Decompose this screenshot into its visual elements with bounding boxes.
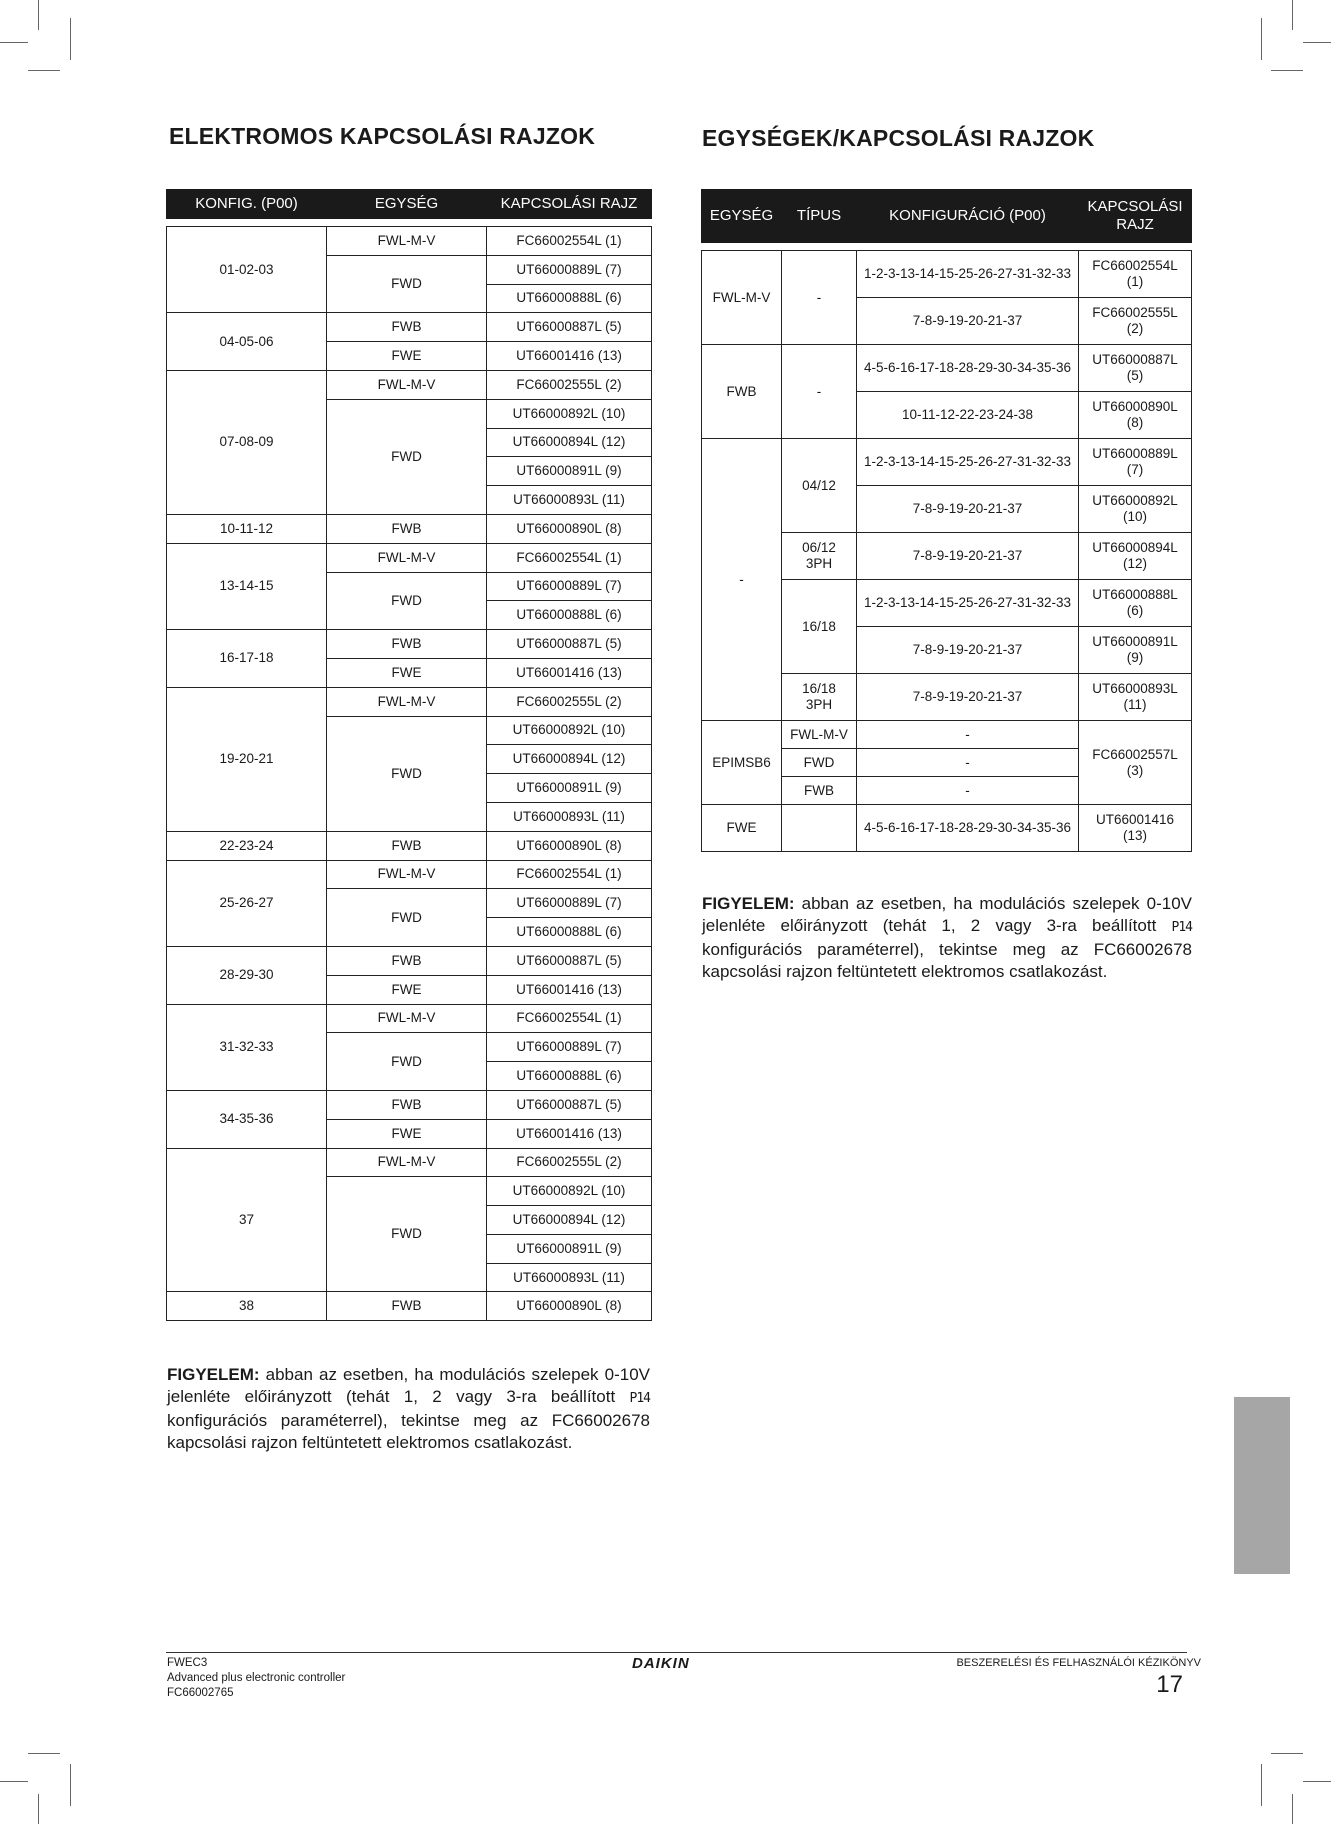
drawing-cell: FC66002555L (2): [487, 1148, 652, 1177]
unit-cell: FWB: [327, 831, 487, 860]
config-cell: 7-8-9-19-20-21-37: [857, 674, 1079, 721]
side-tab: [1234, 1397, 1290, 1574]
type-cell: 04/12: [782, 439, 857, 533]
drawing-cell: FC66002555L (2): [1079, 298, 1192, 345]
type-cell: FWB: [782, 777, 857, 805]
drawing-cell: UT66001416 (13): [487, 658, 652, 687]
drawing-cell: UT66000888L (6): [487, 284, 652, 313]
unit-cell: FWD: [327, 716, 487, 831]
drawing-cell: UT66000893L (11): [487, 1263, 652, 1292]
drawing-cell: UT66000889L (7): [1079, 439, 1192, 486]
unit-cell: FWD: [327, 1177, 487, 1292]
unit-cell: EPIMSB6: [702, 721, 782, 805]
crop-mark: [38, 0, 39, 30]
crop-mark: [1271, 70, 1303, 71]
drawing-cell: UT66000892L (10): [487, 1177, 652, 1206]
right-note: [702, 893, 1192, 983]
drawing-cell: UT66000894L (12): [487, 745, 652, 774]
crop-mark: [70, 18, 71, 60]
header-configuration: KONFIGURÁCIÓ (P00): [857, 190, 1079, 243]
unit-cell: FWE: [327, 342, 487, 371]
note-label: FIGYELEM:: [702, 894, 795, 913]
config-cell: 1-2-3-13-14-15-25-26-27-31-32-33: [857, 580, 1079, 627]
header-unit: EGYSÉG: [702, 190, 782, 243]
unit-cell: FWE: [702, 805, 782, 852]
config-cell: 13-14-15: [167, 543, 327, 629]
unit-cell: FWB: [327, 630, 487, 659]
unit-cell: FWD: [327, 572, 487, 630]
footer-product: Advanced plus electronic controller: [167, 1672, 346, 1684]
note-text: abban az esetben, ha modulációs szelepek 0-10V jelenléte előirányzott (tehát 1, 2 vagy 3-ra beállított: [167, 1365, 650, 1406]
drawing-cell: UT66000888L (6): [487, 918, 652, 947]
unit-cell: FWE: [327, 1119, 487, 1148]
drawing-cell: UT66000888L (6): [487, 1062, 652, 1091]
crop-mark: [1271, 1753, 1303, 1754]
config-cell: 10-11-12-22-23-24-38: [857, 392, 1079, 439]
config-cell: 25-26-27: [167, 860, 327, 946]
config-cell: 16-17-18: [167, 630, 327, 688]
drawing-cell: UT66000894L (12): [487, 1206, 652, 1235]
unit-cell: FWL-M-V: [327, 1004, 487, 1033]
page-number: 17: [1156, 1671, 1183, 1698]
crop-mark: [1292, 1794, 1293, 1824]
table-row: [167, 1090, 652, 1119]
unit-cell: FWL-M-V: [327, 860, 487, 889]
drawing-cell: UT66000891L (9): [487, 457, 652, 486]
drawing-cell: UT66000891L (9): [487, 1234, 652, 1263]
drawing-cell: UT66000893L (11): [487, 486, 652, 515]
unit-cell: FWL-M-V: [702, 251, 782, 345]
unit-cell: FWD: [327, 399, 487, 514]
drawing-cell: UT66000890L (8): [487, 831, 652, 860]
type-cell: 16/18 3PH: [782, 674, 857, 721]
drawing-cell: UT66000892L (10): [1079, 486, 1192, 533]
table-row: [167, 313, 652, 342]
config-wiring-table: [166, 189, 652, 1321]
drawing-cell: UT66000892L (10): [487, 399, 652, 428]
unit-cell: FWB: [327, 946, 487, 975]
unit-cell: FWD: [327, 255, 487, 313]
unit-cell: FWB: [327, 313, 487, 342]
drawing-cell: UT66000888L (6): [487, 601, 652, 630]
table-row: [167, 630, 652, 659]
unit-cell: FWD: [327, 889, 487, 947]
drawing-cell: FC66002554L (1): [487, 1004, 652, 1033]
config-cell: 1-2-3-13-14-15-25-26-27-31-32-33: [857, 251, 1079, 298]
config-cell: 7-8-9-19-20-21-37: [857, 533, 1079, 580]
table-row: [167, 831, 652, 860]
crop-mark: [1303, 1781, 1331, 1782]
drawing-cell: UT66000889L (7): [487, 572, 652, 601]
config-cell: 07-08-09: [167, 370, 327, 514]
type-cell: -: [782, 345, 857, 439]
config-cell: 1-2-3-13-14-15-25-26-27-31-32-33: [857, 439, 1079, 486]
drawing-cell: UT66000887L (5): [487, 1090, 652, 1119]
drawing-cell: UT66001416 (13): [487, 1119, 652, 1148]
drawing-cell: UT66000893L (11): [1079, 674, 1192, 721]
crop-mark: [1303, 42, 1331, 43]
unit-cell: FWL-M-V: [327, 543, 487, 572]
footer-code: FC66002765: [167, 1687, 234, 1699]
drawing-cell: UT66000891L (9): [487, 774, 652, 803]
drawing-cell: UT66000894L (12): [1079, 533, 1192, 580]
config-cell: 31-32-33: [167, 1004, 327, 1090]
drawing-cell: UT66000890L (8): [487, 514, 652, 543]
config-cell: 19-20-21: [167, 687, 327, 831]
config-cell: -: [857, 749, 1079, 777]
footer-divider: [166, 1652, 1187, 1653]
param-code: P14: [629, 1391, 650, 1406]
config-cell: 7-8-9-19-20-21-37: [857, 627, 1079, 674]
crop-mark: [1261, 18, 1262, 60]
table-row: [167, 1148, 652, 1177]
config-cell: -: [857, 777, 1079, 805]
type-cell: 16/18: [782, 580, 857, 674]
drawing-cell: FC66002554L (1): [487, 543, 652, 572]
drawing-cell: UT66000888L (6): [1079, 580, 1192, 627]
drawing-cell: UT66000889L (7): [487, 255, 652, 284]
daikin-logo: DAIKIN: [632, 1655, 690, 1672]
note-text: abban az esetben, ha modulációs szelepek 0-10V jelenléte előirányzott (tehát 1, 2 vagy 3-ra beállított: [702, 894, 1192, 935]
type-cell: FWL-M-V: [782, 721, 857, 749]
table-row: [167, 946, 652, 975]
drawing-cell: UT66000893L (11): [487, 802, 652, 831]
drawing-cell: UT66000887L (5): [1079, 345, 1192, 392]
config-cell: 38: [167, 1292, 327, 1321]
table-row: [167, 514, 652, 543]
crop-mark: [0, 42, 28, 43]
unit-cell: -: [702, 439, 782, 721]
config-cell: 22-23-24: [167, 831, 327, 860]
config-cell: 04-05-06: [167, 313, 327, 371]
header-config: KONFIG. (P00): [167, 190, 327, 219]
crop-mark: [1292, 0, 1293, 30]
type-cell: [782, 805, 857, 852]
table-row: [167, 1292, 652, 1321]
unit-cell: FWL-M-V: [327, 227, 487, 256]
drawing-cell: UT66000889L (7): [487, 889, 652, 918]
drawing-cell: UT66000887L (5): [487, 946, 652, 975]
note-label: FIGYELEM:: [167, 1365, 260, 1384]
table-row: [167, 860, 652, 889]
right-heading: EGYSÉGEK/KAPCSOLÁSI RAJZOK: [702, 125, 1095, 151]
drawing-cell: UT66000889L (7): [487, 1033, 652, 1062]
crop-mark: [0, 1781, 28, 1782]
type-cell: 06/12 3PH: [782, 533, 857, 580]
config-cell: 01-02-03: [167, 227, 327, 313]
crop-mark: [28, 1753, 60, 1754]
config-cell: 7-8-9-19-20-21-37: [857, 298, 1079, 345]
drawing-cell: UT66000887L (5): [487, 313, 652, 342]
table-row: [167, 370, 652, 399]
type-cell: FWD: [782, 749, 857, 777]
unit-cell: FWE: [327, 658, 487, 687]
param-code: P14: [1171, 920, 1192, 935]
type-cell: -: [782, 251, 857, 345]
unit-cell: FWE: [327, 975, 487, 1004]
config-cell: -: [857, 721, 1079, 749]
drawing-cell: UT66000890L (8): [1079, 392, 1192, 439]
unit-cell: FWL-M-V: [327, 370, 487, 399]
footer-model: FWEC3: [167, 1657, 208, 1669]
unit-cell: FWB: [327, 1292, 487, 1321]
crop-mark: [38, 1794, 39, 1824]
drawing-cell: FC66002554L (1): [487, 860, 652, 889]
unit-cell: FWD: [327, 1033, 487, 1091]
config-cell: 7-8-9-19-20-21-37: [857, 486, 1079, 533]
drawing-cell: UT66001416 (13): [487, 975, 652, 1004]
drawing-cell: FC66002554L (1): [487, 227, 652, 256]
unit-cell: FWL-M-V: [327, 1148, 487, 1177]
table-row: [167, 1004, 652, 1033]
unit-cell: FWB: [702, 345, 782, 439]
table-row: [167, 543, 652, 572]
config-cell: 37: [167, 1148, 327, 1292]
drawing-cell: FC66002557L (3): [1079, 721, 1192, 805]
header-unit: EGYSÉG: [327, 190, 487, 219]
note-text: konfigurációs paraméterrel), tekintse meg az FC66002678 kapcsolási rajzon feltüntetett elektromos csatlakozást.: [702, 940, 1192, 981]
drawing-cell: UT66000887L (5): [487, 630, 652, 659]
table-row: [167, 227, 652, 256]
unit-cell: FWB: [327, 1090, 487, 1119]
config-cell: 4-5-6-16-17-18-28-29-30-34-35-36: [857, 345, 1079, 392]
drawing-cell: FC66002555L (2): [487, 370, 652, 399]
crop-mark: [70, 1764, 71, 1806]
table-row: [167, 687, 652, 716]
left-heading: ELEKTROMOS KAPCSOLÁSI RAJZOK: [169, 123, 596, 149]
config-cell: 10-11-12: [167, 514, 327, 543]
config-cell: 4-5-6-16-17-18-28-29-30-34-35-36: [857, 805, 1079, 852]
header-drawing: KAPCSOLÁSI RAJZ: [1079, 190, 1192, 243]
config-cell: 34-35-36: [167, 1090, 327, 1148]
note-text: konfigurációs paraméterrel), tekintse meg az FC66002678 kapcsolási rajzon feltüntetett elektromos csatlakozást.: [167, 1411, 650, 1452]
drawing-cell: UT66001416 (13): [1079, 805, 1192, 852]
drawing-cell: FC66002555L (2): [487, 687, 652, 716]
drawing-cell: UT66000892L (10): [487, 716, 652, 745]
footer-manual-title: BESZERELÉSI ÉS FELHASZNÁLÓI KÉZIKÖNYV: [956, 1657, 1201, 1669]
crop-mark: [28, 70, 60, 71]
drawing-cell: FC66002554L (1): [1079, 251, 1192, 298]
unit-cell: FWB: [327, 514, 487, 543]
unit-cell: FWL-M-V: [327, 687, 487, 716]
config-cell: 28-29-30: [167, 946, 327, 1004]
drawing-cell: UT66000894L (12): [487, 428, 652, 457]
header-type: TÍPUS: [782, 190, 857, 243]
unit-wiring-table: [701, 189, 1192, 852]
drawing-cell: UT66000891L (9): [1079, 627, 1192, 674]
header-drawing: KAPCSOLÁSI RAJZ: [487, 190, 652, 219]
crop-mark: [1261, 1764, 1262, 1806]
left-note: [167, 1364, 650, 1454]
drawing-cell: UT66001416 (13): [487, 342, 652, 371]
drawing-cell: UT66000890L (8): [487, 1292, 652, 1321]
